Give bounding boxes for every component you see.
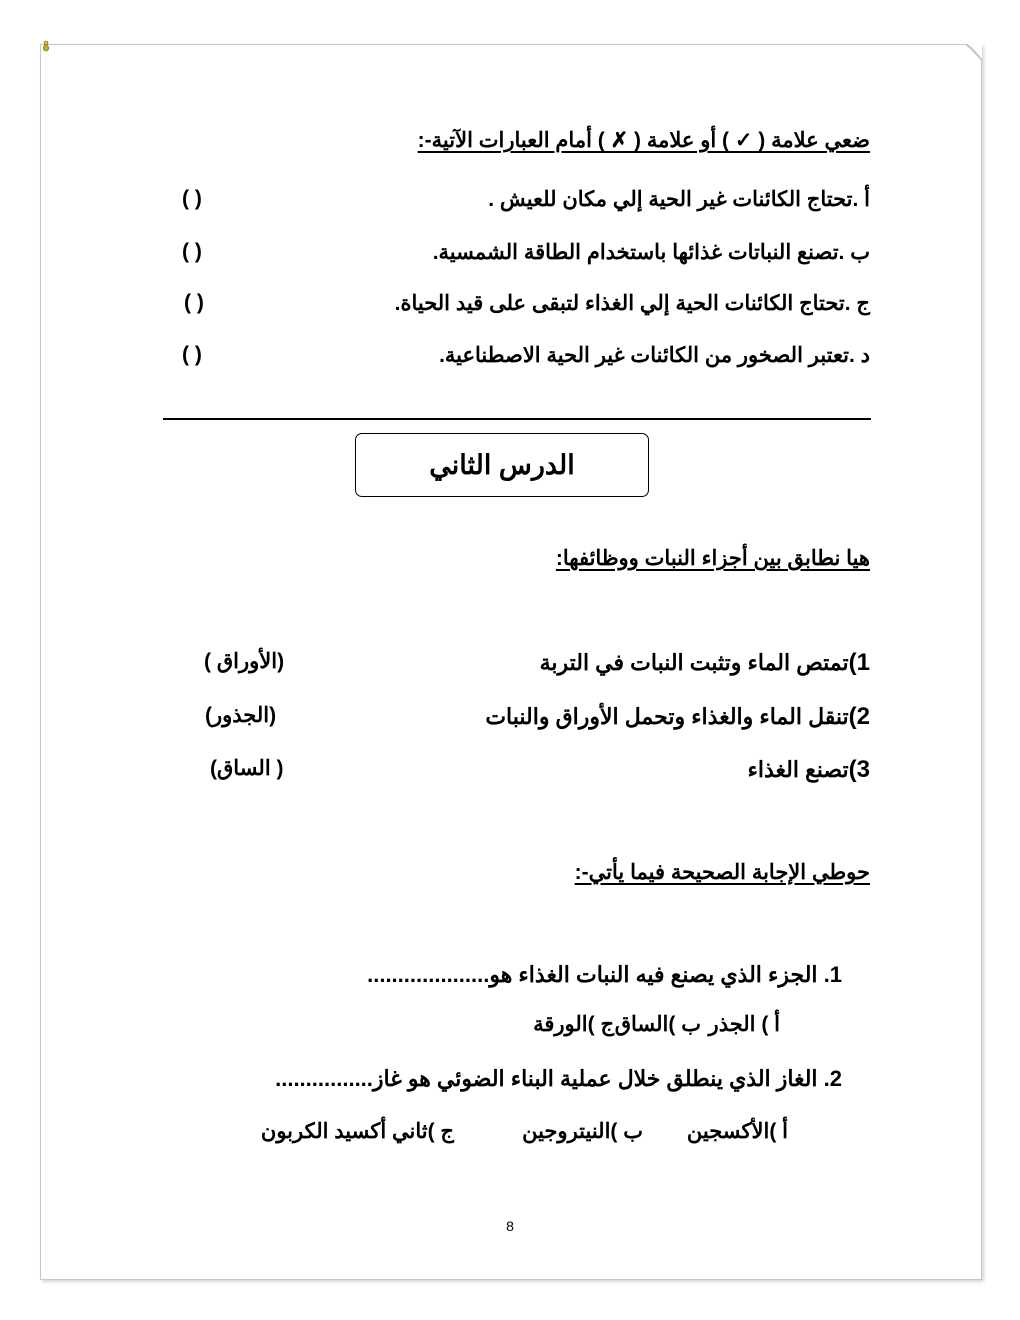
bug-icon xyxy=(42,40,50,52)
match-answer-1[interactable]: ( الأوراق) xyxy=(204,650,285,673)
exercise2-title: هيا نطابق بين أجزاء النبات ووظائفها: xyxy=(555,547,870,570)
page-fold-icon xyxy=(966,44,982,60)
exercise1-title: ضعي علامة ( ✓ ) أو علامة ( ✗ ) أمام العبارات الآتية-: xyxy=(417,129,870,152)
q2-option-b[interactable]: ب )النيتروجين xyxy=(522,1120,643,1143)
answer-box-b[interactable]: ( ) xyxy=(182,240,202,263)
match-text: تصنع الغذاء xyxy=(747,757,849,782)
q2-option-c[interactable]: ج )ثاني أكسيد الكربون xyxy=(260,1120,454,1143)
statement-c: ج .تحتاج الكائنات الحية إلي الغذاء لتبقى على قيد الحياة. xyxy=(394,292,870,315)
q1-option-c[interactable]: ج )الورقة xyxy=(533,1013,614,1036)
lesson-title: الدرس الثاني xyxy=(429,449,575,480)
q1-option-a[interactable]: أ ) الجذر xyxy=(708,1013,780,1036)
q1-option-b[interactable]: ب )الساق xyxy=(614,1013,701,1036)
statement-d: د .تعتبر الصخور من الكائنات غير الحية الاصطناعية. xyxy=(439,344,870,367)
section-divider xyxy=(163,418,871,420)
match-number: 1) xyxy=(848,649,870,676)
answer-box-c[interactable]: ( ) xyxy=(184,291,204,314)
question-2: 2. الغاز الذي ينطلق خلال عملية البناء الضوئي هو غاز................ xyxy=(275,1066,842,1091)
answer-box-a[interactable]: ( ) xyxy=(182,187,202,210)
match-text: تمتص الماء وتثبت النبات في التربة xyxy=(539,650,849,675)
statement-b: ب .تصنع النباتات غذائها باستخدام الطاقة الشمسية. xyxy=(432,241,870,264)
q2-option-a[interactable]: أ )الأكسجين xyxy=(686,1120,788,1143)
match-item-2 xyxy=(485,703,870,731)
match-answer-2[interactable]: (الجذور) xyxy=(205,704,277,727)
page-number: 8 xyxy=(506,1218,514,1234)
lesson-title-box xyxy=(355,433,649,497)
match-answer-3[interactable]: (الساق ) xyxy=(210,757,284,780)
match-item-3 xyxy=(748,756,870,784)
match-text: تنقل الماء والغذاء وتحمل الأوراق والنبات xyxy=(485,704,849,729)
statement-a: أ .تحتاج الكائنات غير الحية إلي مكان للعيش . xyxy=(488,188,870,211)
exercise3-title: حوطي الإجابة الصحيحة فيما يأتي-: xyxy=(574,861,870,884)
match-number: 2) xyxy=(848,703,870,730)
question-1: 1. الجزء الذي يصنع فيه النبات الغذاء هو.................... xyxy=(367,962,842,987)
match-item-1 xyxy=(540,649,870,677)
match-number: 3) xyxy=(848,756,870,783)
answer-box-d[interactable]: ( ) xyxy=(182,343,202,366)
